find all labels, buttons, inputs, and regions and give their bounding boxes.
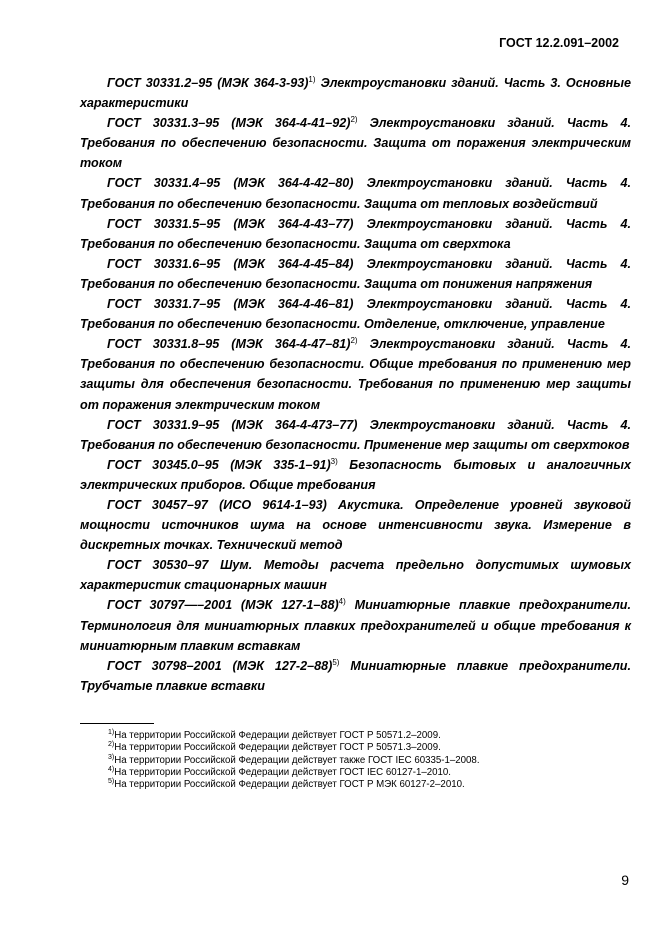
- reference-title: Электроустановки зданий. Часть 4. Требования по обеспечению безопасности. Защита от понижения напряжения: [80, 256, 631, 291]
- footnote-text: На территории Российской Федерации действует ГОСТ IEC 60127-1–2010.: [114, 766, 451, 778]
- footnote-mark: 4): [338, 597, 346, 607]
- footnote-text: На территории Российской Федерации действует ГОСТ Р 50571.3–2009.: [114, 742, 441, 754]
- footnote: [108, 742, 628, 754]
- footnote-mark: 4): [108, 765, 115, 773]
- reference-item: [80, 595, 631, 655]
- reference-title: Электроустановки зданий. Часть 4. Требования по обеспечению безопасности. Применение мер защиты от сверхтоков: [80, 417, 631, 452]
- footnote-mark: 2): [108, 741, 115, 749]
- footnote: [108, 755, 628, 767]
- reference-code: ГОСТ 30331.5–95 (МЭК 364-4-43–77): [107, 216, 354, 231]
- reference-title: Электроустановки зданий. Часть 4. Требования по обеспечению безопасности. Защита от сверхтока: [80, 216, 631, 251]
- footnote-mark: 2): [350, 115, 358, 124]
- reference-title: Миниатюрные плавкие предохранители. Терминология для миниатюрных плавких предохранителей и общие требования к миниатюрным плавким вставкам: [80, 598, 631, 653]
- reference-item: [80, 113, 631, 173]
- reference-item: [80, 294, 631, 334]
- reference-item: [80, 495, 631, 555]
- reference-title: Безопасность бытовых и аналогичных электрических приборов. Общие требования: [80, 457, 631, 492]
- footnote-text: На территории Российской Федерации действует ГОСТ Р 50571.2–2009.: [114, 730, 441, 741]
- reference-title: Шум. Методы расчета предельно допустимых шумовых характеристик стационарных машин: [80, 558, 631, 593]
- footnote: [108, 730, 628, 742]
- reference-item: [80, 656, 631, 696]
- footnote-mark: 1): [108, 728, 115, 736]
- references-list: [80, 73, 631, 696]
- footnote-text: На территории Российской Федерации действует также ГОСТ IEC 60335-1–2008.: [114, 754, 480, 766]
- footnote-separator: [80, 723, 154, 724]
- reference-code: ГОСТ 30457–97 (ИСО 9614-1–93): [107, 497, 327, 512]
- reference-title: Электроустановки зданий. Часть 4. Требования по обеспечению безопасности. Общие требования по применению мер защиты для обеспечения безопасности. Требования по применению мер защиты от поражения электрическим током: [80, 337, 631, 412]
- reference-title: Электроустановки зданий. Часть 4. Требования по обеспечению безопасности. Защита от тепловых воздействий: [80, 176, 631, 211]
- reference-item: [80, 334, 631, 414]
- reference-item: [80, 173, 631, 213]
- reference-code: ГОСТ 30797—–2001 (МЭК 127-1–88): [107, 598, 339, 613]
- footnotes: [108, 730, 628, 791]
- reference-title: Электроустановки зданий. Часть 3. Основные характеристики: [80, 76, 631, 111]
- footnote-mark: 5): [332, 657, 340, 667]
- reference-code: ГОСТ 30331.6–95 (МЭК 364-4-45–84): [107, 256, 354, 271]
- reference-code: ГОСТ 30331.8–95 (МЭК 364-4-47–81): [107, 337, 351, 352]
- reference-title: Электроустановки зданий. Часть 4. Требования по обеспечению безопасности. Защита от поражения электрическим током: [80, 116, 631, 171]
- footnote-mark: 3): [330, 456, 338, 466]
- reference-title: Акустика. Определение уровней звуковой мощности источников шума на основе интенсивности звука. Измерение в дискретных точках. Технический метод: [80, 497, 632, 553]
- footnote-mark: 1): [308, 74, 316, 84]
- reference-title: Миниатюрные плавкие предохранители. Трубчатые плавкие вставки: [80, 658, 631, 693]
- footnote-mark: 5): [108, 777, 115, 785]
- reference-code: ГОСТ 30331.7–95 (МЭК 364-4-46–81): [107, 297, 354, 312]
- footnote-mark: 2): [350, 336, 358, 346]
- page-number: 9: [621, 872, 629, 888]
- reference-code: ГОСТ 30331.2–95 (МЭК 364-3-93): [107, 76, 309, 90]
- footnote: [108, 779, 628, 791]
- document-header: ГОСТ 12.2.091–2002: [499, 36, 619, 50]
- reference-item: [80, 73, 631, 113]
- footnote-text: На территории Российской Федерации действует ГОСТ Р МЭК 60127-2–2010.: [114, 779, 465, 791]
- reference-code: ГОСТ 30331.4–95 (МЭК 364-4-42–80): [107, 176, 354, 191]
- reference-code: ГОСТ 30331.9–95 (МЭК 364-4-473–77): [107, 417, 358, 432]
- reference-item: [80, 415, 631, 455]
- reference-item: [80, 214, 631, 254]
- reference-item: [80, 555, 631, 595]
- reference-title: Электроустановки зданий. Часть 4. Требования по обеспечению безопасности. Отделение, отключение, управление: [80, 297, 631, 332]
- footnote: [108, 767, 628, 779]
- reference-code: ГОСТ 30331.3–95 (МЭК 364-4-41–92): [107, 116, 351, 131]
- reference-item: [80, 455, 631, 495]
- reference-code: ГОСТ 30530–97: [107, 558, 209, 573]
- reference-code: ГОСТ 30345.0–95 (МЭК 335-1–91): [107, 457, 331, 472]
- reference-code: ГОСТ 30798–2001 (МЭК 127-2–88): [107, 658, 333, 673]
- reference-item: [80, 254, 631, 294]
- footnote-mark: 3): [108, 753, 115, 761]
